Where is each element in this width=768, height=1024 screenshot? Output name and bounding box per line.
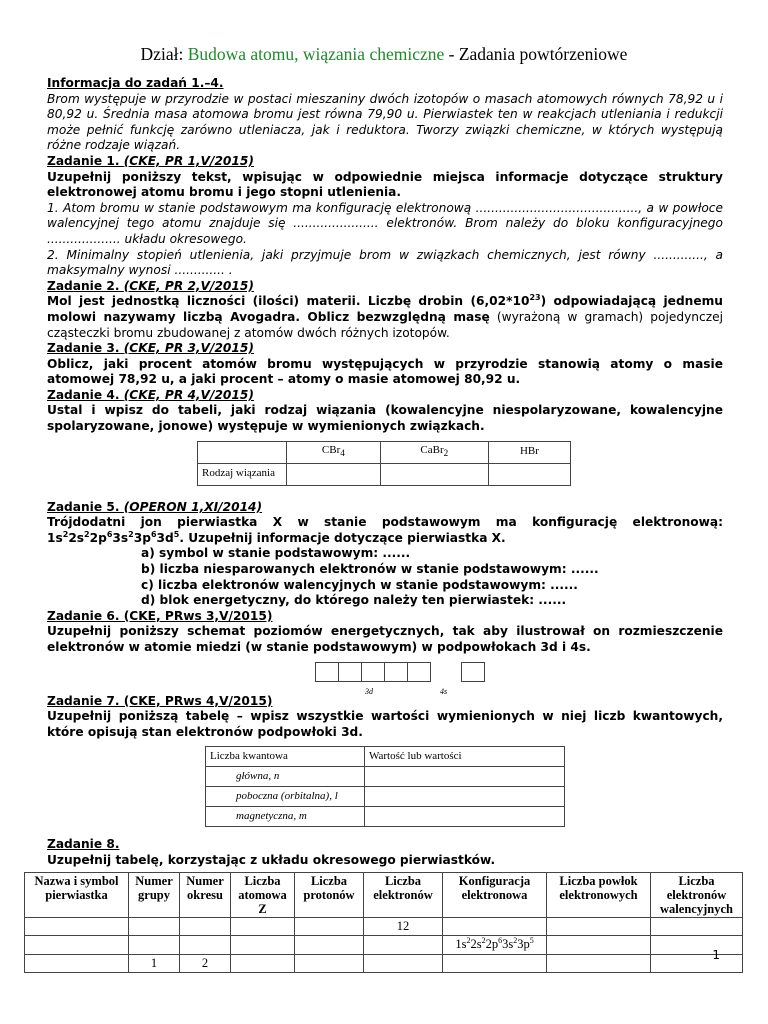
title-prefix: Dział: [140,44,188,64]
task-5-source: (OPERON 1,XI/2014) [123,499,263,514]
col-period: Numer okresu [180,872,231,917]
page-number: 1 [712,948,720,962]
task-3-heading: Zadanie 3. (CKE, PR 3,V/2015) [47,341,254,356]
cell-cabr2[interactable] [380,463,488,485]
col-name: Nazwa i symbol pierwiastka [25,872,129,917]
task-1-item-2: 2. Minimalny stopień utlenienia, jaki przyjmuje brom w związkach chemicznych, jest równy ............., a maksymalny wynosi ............. . [47,247,723,278]
orbital-box-3d[interactable] [385,662,408,682]
task-5-c: c) liczba elektronów walencyjnych w stanie podstawowym: ...... [141,577,578,592]
orbital-box-3d[interactable] [315,662,339,682]
task-5-d: d) blok energetyczny, do którego należy ten pierwiastek: ...... [141,593,567,608]
task-3-text: Oblicz, jaki procent atomów bromu występujących w przyrodzie stanowią atomy o masie atomowej 78,92 u, a jaki procent – atomy o masie atomowej 80,92 u. [47,356,723,387]
task-6-text: Uzupełnij poniższy schemat poziomów energetycznych, tak aby ilustrował on rozmieszczenie elektronów w atomie miedzi (w stanie podstawowym) w podpowłokach 3d i 4s. [47,624,723,654]
task-5-heading: Zadanie 5. (OPERON 1,XI/2014) [47,499,263,514]
orbital-box-3d[interactable] [408,662,431,682]
orbital-box-4s[interactable] [461,662,485,682]
col-cabr2: CaBr$_2$ [380,441,488,463]
task-1-source: (CKE, PR 1,V/2015) [123,153,254,168]
info-heading: Informacja do zadań 1.–4. [47,76,224,90]
title-separator: - [444,44,459,64]
col-shells: Liczba powłok elektronowych [547,872,651,917]
task-2-heading: Zadanie 2. (CKE, PR 2,V/2015) [47,278,254,293]
orbital-box-3d[interactable] [362,662,385,682]
row-magnetic: magnetyczna, m [206,807,365,827]
task-4-text: Ustal i wpisz do tabeli, jaki rodzaj wiązania (kowalencyjne niespolaryzowane, kowalencyjne spolaryzowane, jonowe) występuje w wymienionych związkach. [47,403,723,434]
bond-type-table [197,441,571,486]
table-row [25,954,743,973]
cell-group: 1 [129,954,180,973]
cell-electrons: 12 [364,917,443,936]
title-topic: Budowa atomu, wiązania chemiczne [187,44,445,64]
task-4-source: (CKE, PR 4,V/2015) [123,387,254,402]
task-7-heading: Zadanie 7. (CKE, PRws 4,V/2015) [47,693,273,708]
task-7-text: Uzupełnij poniższą tabelę – wpisz wszystkie wartości wymienionych w niej liczb kwantowych, które opisują stan elektronów podpowłoki 3d. [47,709,723,739]
task-3-source: (CKE, PR 3,V/2015) [123,341,254,356]
content [34,76,733,973]
page-title [0,44,768,65]
task-2-source: (CKE, PR 2,V/2015) [123,278,254,293]
cell-magnetic[interactable] [365,807,565,827]
task-5-text: Trójdodatni jon pierwiastka X w stanie podstawowym ma konfigurację elektronową: $1s^22s^22p^63s^23p^63d^5$. Uzupełnij informacje dotyczące pierwiastka X. [47,515,723,545]
row-bond-type: Rodzaj wiązania [198,463,287,485]
task-5-configuration: $1s^22s^22p^63s^23p^63d^5$ [47,529,180,545]
label-3d: 3d [365,686,373,696]
task-5-a: a) symbol w stanie podstawowym: ...... [141,546,411,561]
orbital-labels [47,682,723,694]
task-2-text: Mol jest jednostką liczności (ilości) materii. Liczbę drobin $(6,02*10^{23})$ odpowiadającą jednemu molowi nazywamy liczbą Avogadra. Oblicz bezwzględną masę (wyrażoną w gramach) pojedynczej cząsteczki bromu zbudowanej z atomów dwóch różnych izotopów. [47,293,723,340]
label-4s: 4s [440,686,448,696]
col-electrons: Liczba elektronów [364,872,443,917]
table-row [25,936,743,955]
info-text: Brom występuje w przyrodzie w postaci mieszaniny dwóch izotopów o masach atomowych równych 78,92 u i 80,92 u. Średnia masa atomowa bromu jest równa 79,90 u. Pierwiastek ten w reakcjach utleniania i redukcji może pełnić funkcję zarówno utleniacza, jak i reduktora. Tworzy związki chemiczne, w których występują różne rodzaje wiązań. [47,91,723,153]
cell-main[interactable] [365,767,565,787]
col-configuration: Konfiguracja elektronowa [443,872,547,917]
orbital-diagram [315,662,723,682]
task-1-heading: Zadanie 1. (CKE, PR 1,V/2015) [47,153,254,168]
cell-period: 2 [180,954,231,973]
task-1-item-1: 1. Atom bromu w stanie podstawowym ma konfigurację elektronową .........................................., a w powłoce walencyjnej tego atomu znajduje się ...................... elektronów. Brom należy do bloku konfiguracyjnego ................... układu okresowego. [47,200,723,246]
col-valence: Liczba elektronów walencyjnych [651,872,743,917]
col-hbr: HBr [488,441,570,463]
table-row [25,917,743,936]
task-1-instruction: Uzupełnij poniższy tekst, wpisując w odpowiednie miejsca informacje dotyczące struktury elektronowej atomu bromu i jego stopni utlenienia. [47,169,723,200]
task-8-text: Uzupełnij tabelę, korzystając z układu okresowego pierwiastków. [47,852,496,867]
periodic-table-exercise [24,872,743,974]
task-6-heading: Zadanie 6. (CKE, PRws 3,V/2015) [47,608,273,623]
task-4-heading: Zadanie 4. (CKE, PR 4,V/2015) [47,387,254,402]
row-orbital: poboczna (orbitalna), l [206,787,365,807]
title-suffix: Zadania powtórzeniowe [458,44,628,64]
orbital-box-3d[interactable] [339,662,362,682]
col-atomic-number: Liczba atomowa Z [231,872,295,917]
header-values: Wartość lub wartości [365,747,565,767]
col-protons: Liczba protonów [295,872,364,917]
cell-orbital[interactable] [365,787,565,807]
task-8-heading: Zadanie 8. [47,837,120,852]
cell-configuration: $1s^22s^22p^63s^23p^5$ [443,936,547,955]
col-cbr4: CBr$_4$ [287,441,381,463]
quantum-numbers-table [205,746,565,827]
row-main: główna, n [206,767,365,787]
header-quantum-number: Liczba kwantowa [206,747,365,767]
task-5-b: b) liczba niesparowanych elektronów w stanie podstawowym: ...... [141,562,599,577]
cell-hbr[interactable] [488,463,570,485]
cell-cbr4[interactable] [287,463,381,485]
col-group: Numer grupy [129,872,180,917]
